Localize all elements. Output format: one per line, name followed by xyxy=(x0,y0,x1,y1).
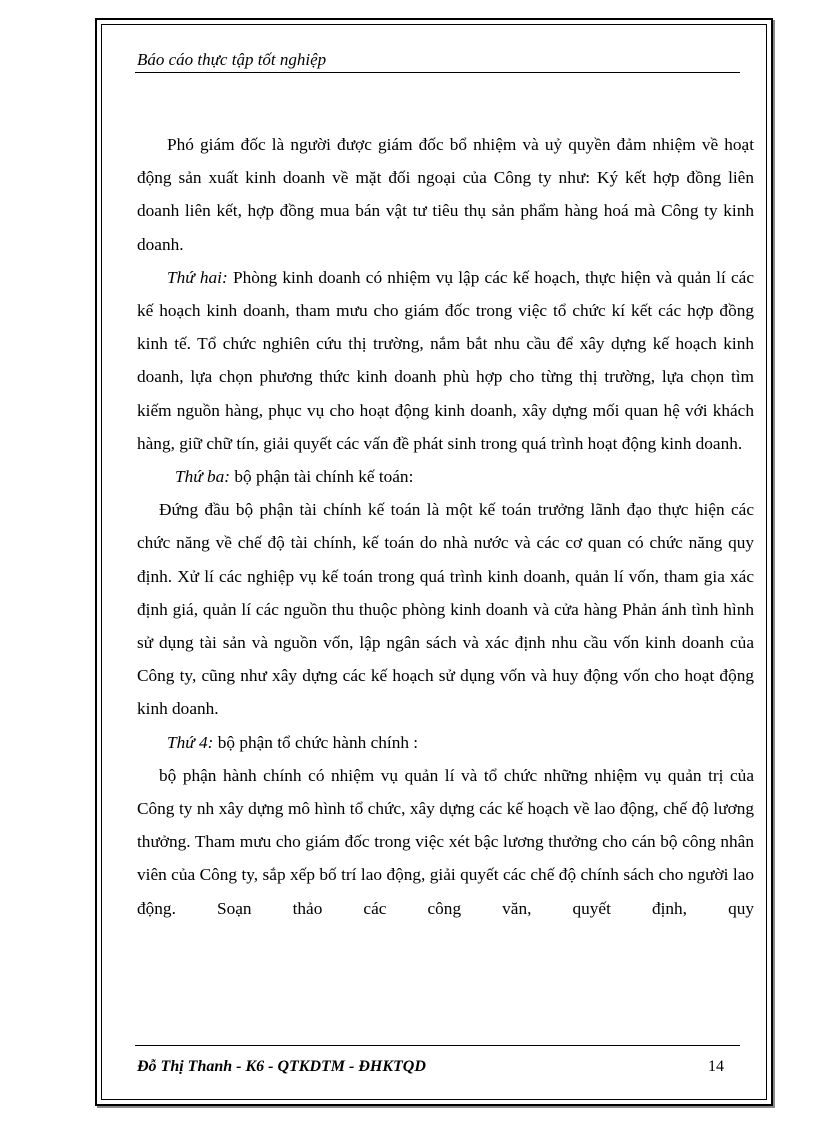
footer-rule xyxy=(135,1045,740,1046)
paragraph-text: bộ phận tài chính kế toán: xyxy=(230,467,414,487)
paragraph-deputy-director: Phó giám đốc là người được giám đốc bổ nhiệm và uỷ quyền đảm nhiệm về hoạt động sản xuất kinh doanh về mặt đối ngoại của Công ty như: Ký kết hợp đồng liên doanh liên kết, hợp đồng mua bán vật tư tiêu thụ sản phẩm hàng hoá mà Công ty kinh doanh. xyxy=(137,135,754,254)
paragraph-finance-heading xyxy=(137,460,754,493)
running-header: Báo cáo thực tập tốt nghiệp xyxy=(137,50,327,69)
paragraph-text: bộ phận tổ chức hành chính : xyxy=(213,732,419,752)
label-thu-hai: Thứ hai: xyxy=(167,267,228,287)
footer-author: Đỗ Thị Thanh - K6 - QTKDTM - ĐHKTQD xyxy=(137,1058,426,1075)
label-thu-4: Thứ 4: xyxy=(167,732,214,752)
body-content xyxy=(137,128,754,925)
paragraph-admin-heading xyxy=(137,726,754,759)
paragraph-finance-accounting: Đứng đầu bộ phận tài chính kế toán là một kế toán trưởng lãnh đạo thực hiện các chức năng về chế độ tài chính, kế toán do nhà nước và các cơ quan có chức năng quy định. Xử lí các nghiệp vụ kế toán trong quá trình kinh doanh, quản lí vốn, tham gia xác định giá, quản lí các nguồn thu thuộc phòng kinh doanh và cửa hàng Phản ánh tình hình sử dụng tài sản và nguồn vốn, lập ngân sách và xác định nhu cầu vốn kinh doanh của Công ty, cũng như xây dựng các kế hoạch sử dụng vốn và huy động vốn cho hoạt động kinh doanh. xyxy=(137,500,754,719)
paragraph-text: Phòng kinh doanh có nhiệm vụ lập các kế hoạch, thực hiện và quản lí các kế hoạch kinh doanh, tham mưu cho giám đốc trong việc tổ chức kí kết các hợp đồng kinh tế. Tổ chức nghiên cứu thị trường, nắm bắt nhu cầu để xây dựng kế hoạch kinh doanh, lựa chọn phương thức kinh doanh phù hợp cho từng thị trường, lựa chọn tìm kiếm nguồn hàng, phục vụ cho hoạt động kinh doanh, xây dựng mối quan hệ với khách hàng, giữ chữ tín, giải quyết các vấn đề phát sinh trong quá trình hoạt động kinh doanh. xyxy=(137,267,754,453)
page-number: 14 xyxy=(708,1058,724,1075)
paragraph-business-department xyxy=(137,261,754,460)
header-rule xyxy=(135,72,740,73)
paragraph-administration: bộ phận hành chính có nhiệm vụ quản lí và tổ chức những nhiệm vụ quản trị của Công ty nh xây dựng mô hình tổ chức, xây dựng các kế hoạch về lao động, chế độ lương thưởng. Tham mưu cho giám đốc trong việc xét bậc lương thưởng cho cán bộ công nhân viên của Công ty, sắp xếp bố trí lao động, giải quyết các chế độ chính sách cho người lao động. Soạn thảo các công văn, quyết định, quy xyxy=(137,765,754,918)
label-thu-ba: Thứ ba: xyxy=(175,467,231,487)
